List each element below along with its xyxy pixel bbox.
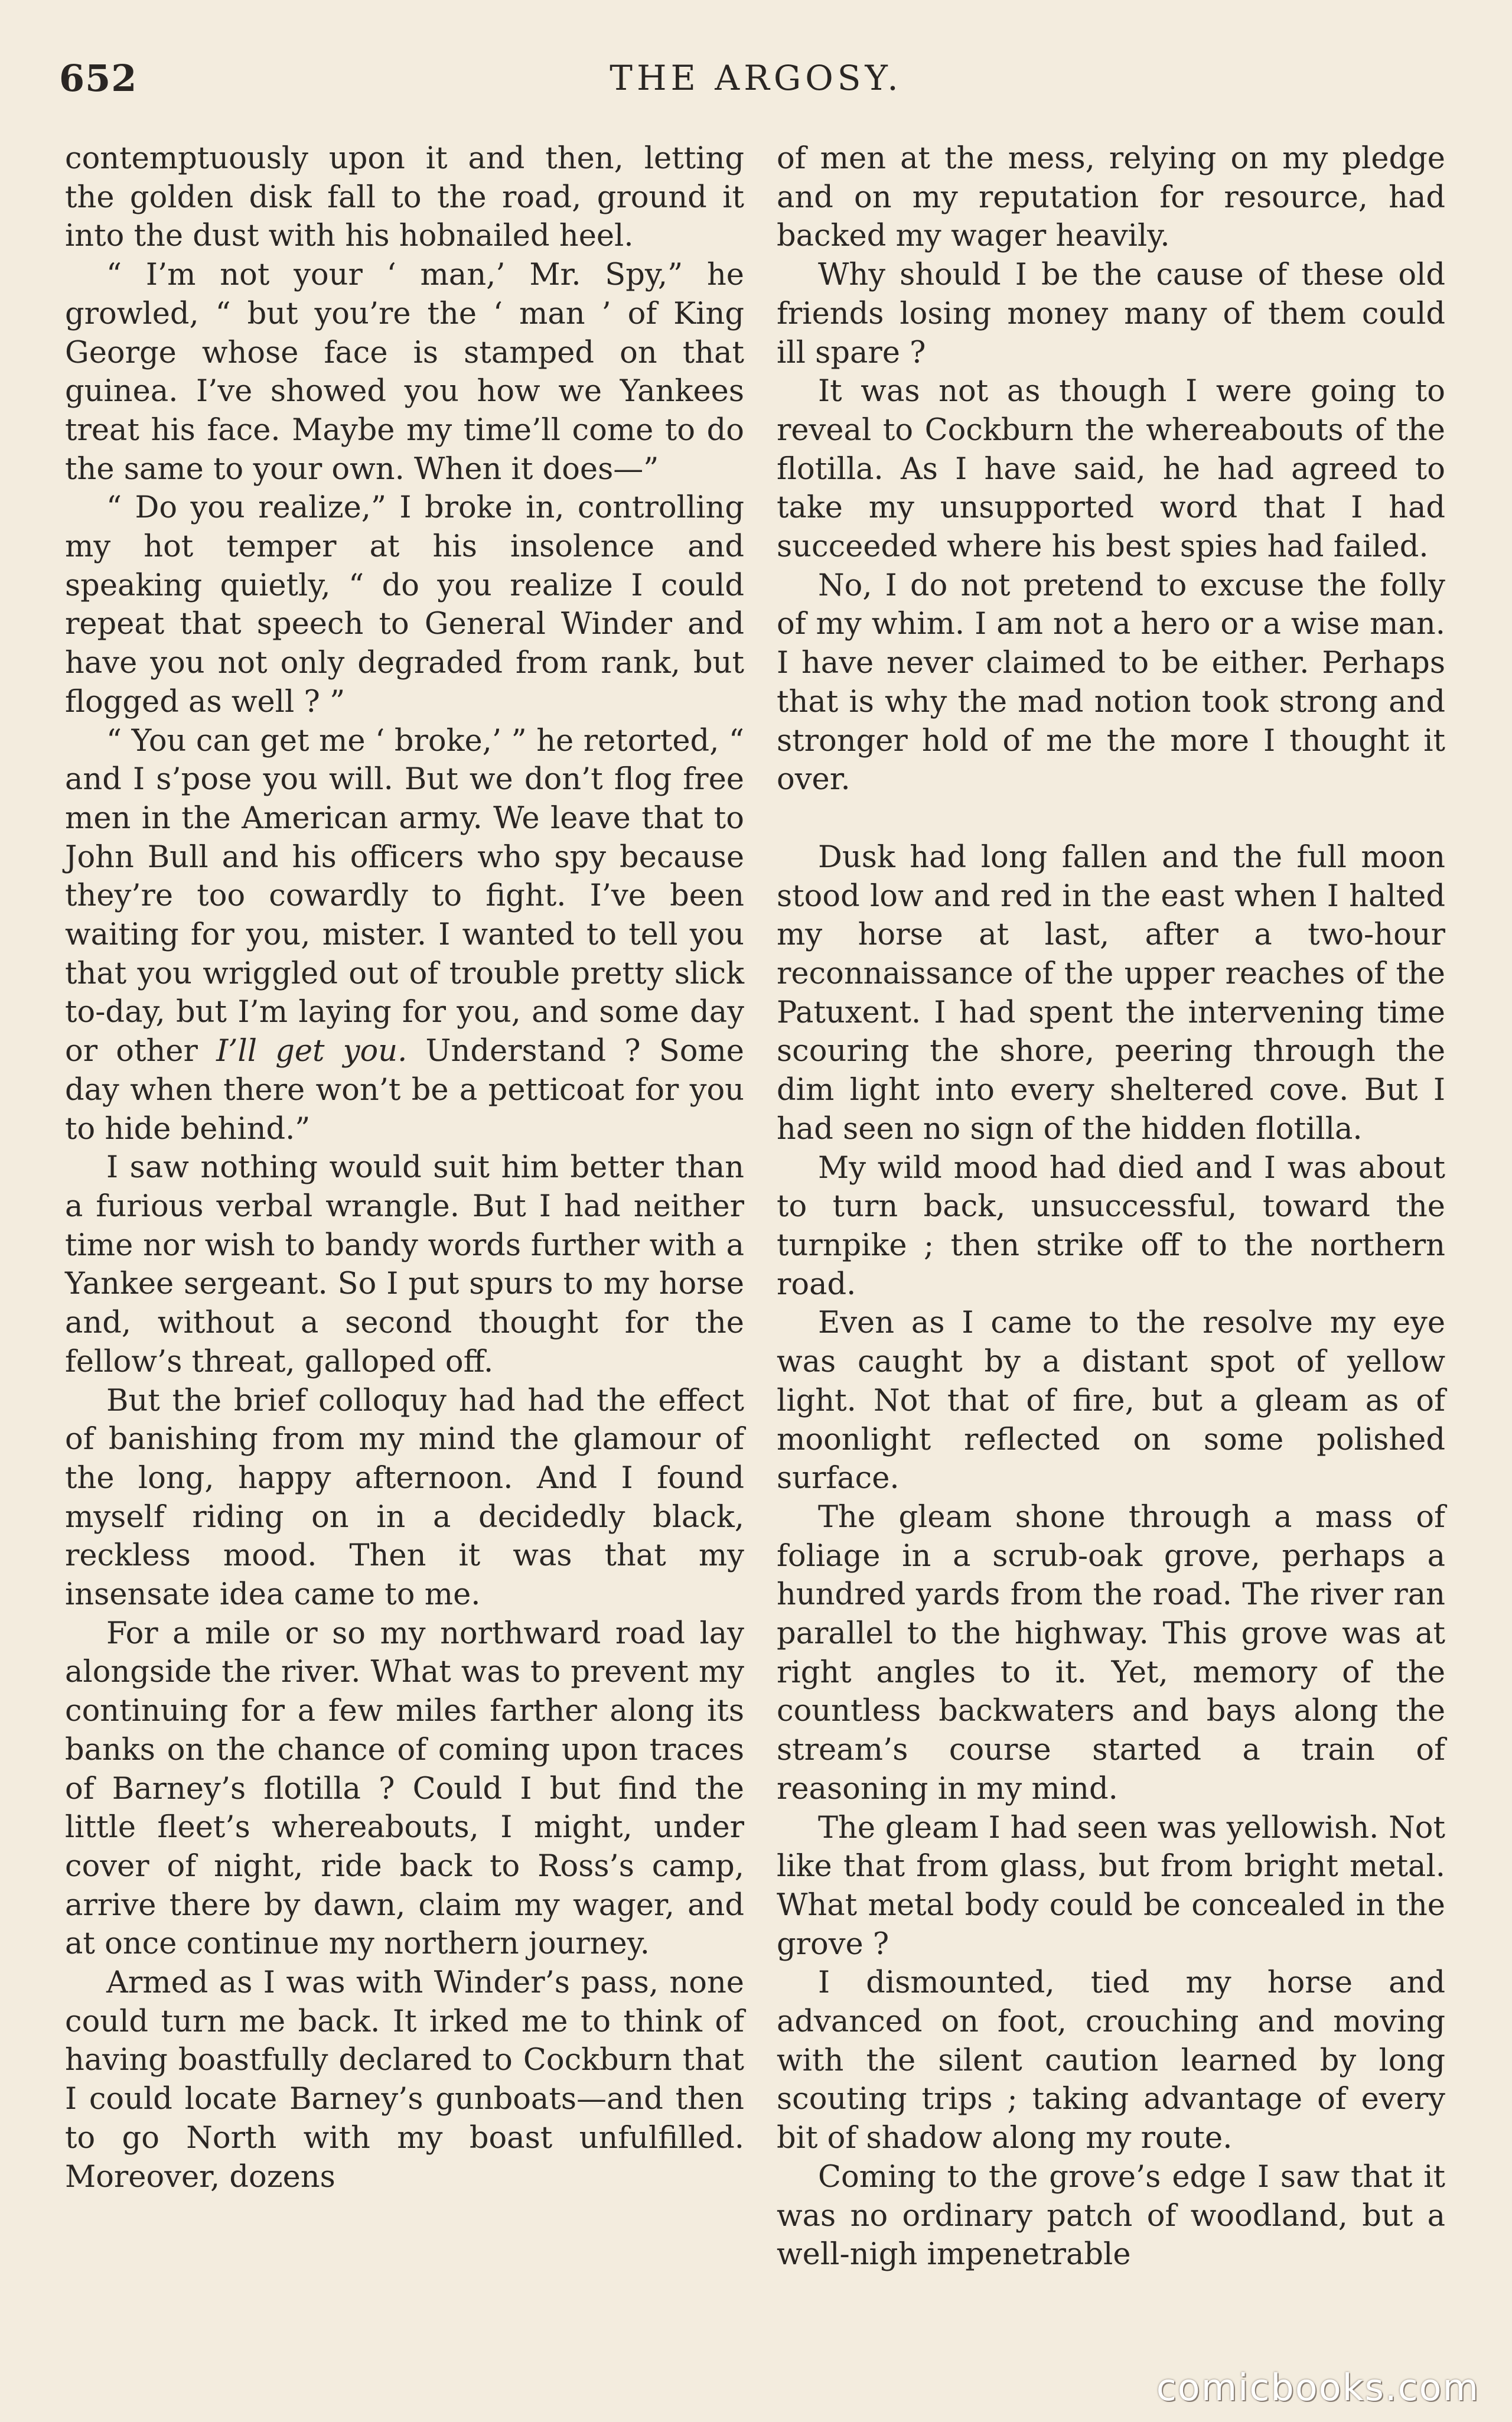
paragraph-text: “ You can get me ‘ broke,’ ” he retorted, “ and I s’pose you will. But we don’t flog free men in the American army. We leave that to John Bull and his officers who spy because they’re too cowardly to fight. I’ve been waiting for you, mister. I wanted to tell you that you wriggled out of trouble pretty slick to-day, but I’m laying for you, and some day or other (65, 723, 744, 1069)
section-break (777, 799, 1445, 838)
right-column (777, 139, 1445, 2274)
page-number: 652 (59, 57, 138, 100)
paragraph: of men at the mess, relying on my pledge and on my reputation for resource, had backed my wager heavily. (777, 141, 1445, 254)
paragraph: I dismounted, tied my horse and advanced on foot, crouching and moving with the silent caution learned by long scouting trips ; taking advantage of every bit of shadow along my route. (777, 1965, 1445, 2156)
italic-phrase: I’ll get you. (216, 1034, 408, 1069)
paragraph: The gleam shone through a mass of foliage in a scrub-oak grove, perhaps a hundred yards from the road. The river ran parallel to the highway. This grove was at right angles to it. Yet, memory of the countless backwaters and bays along the stream’s course started a train of reasoning in my mind. (777, 1499, 1445, 1806)
running-title: THE ARGOSY. (610, 58, 902, 98)
paragraph: The gleam I had seen was yellowish. Not like that from glass, but from bright metal. What metal body could be concealed in the grove ? (777, 1810, 1445, 1962)
paragraph: “ I’m not your ‘ man,’ Mr. Spy,” he growled, “ but you’re the ‘ man ’ of King George whose face is stamped on that guinea. I’ve showed you how we Yankees treat his face. Maybe my time’ll come to do the same to your own. When it does—” (65, 258, 744, 487)
paragraph: Why should I be the cause of these old friends losing money many of them could ill spare ? (777, 258, 1445, 370)
paragraph-text: Understand ? Some day when there won’t be a petticoat for you to hide behind.” (65, 1034, 744, 1147)
paragraph: Armed as I was with Winder’s pass, none could turn me back. It irked me to think of having boastfully declared to Cockburn that I could locate Barney’s gunboats—and then to go North with my boast unfulfilled. Moreover, dozens (65, 1965, 744, 2195)
paragraph: “ Do you realize,” I broke in, controlling my hot temper at his insolence and speaking quietly, “ do you realize I could repeat that speech to General Winder and have you not only degraded from rank, but flogged as well ? ” (65, 490, 744, 720)
paragraph (65, 722, 744, 1149)
paragraph: Dusk had long fallen and the full moon stood low and red in the east when I halted my horse at last, after a two-hour reconnaissance of the upper reaches of the Patuxent. I had spent the intervening time scouring the shore, peering through the dim light into every sheltered cove. But I had seen no sign of the hidden flotilla. (777, 839, 1445, 1147)
paragraph: I saw nothing would suit him better than a furious verbal wrangle. But I had neither time nor wish to bandy words further with a Yankee sergeant. So I put spurs to my horse and, without a second thought for the fellow’s threat, galloped off. (65, 1150, 744, 1379)
paragraph: No, I do not pretend to excuse the folly of my whim. I am not a hero or a wise man. I have never claimed to be either. Perhaps that is why the mad notion took strong and stronger hold of me the more I thought it over. (777, 568, 1445, 797)
paragraph: It was not as though I were going to reveal to Cockburn the whereabouts of the flotilla. As I have said, he had agreed to take my unsupported word that I had succeeded where his best spies had failed. (777, 374, 1445, 565)
paragraph: But the brief colloquy had had the effect of banishing from my mind the glamour of the long, happy afternoon. And I found myself riding on in a decidedly black, reckless mood. Then it was that my insensate idea came to me. (65, 1383, 744, 1613)
watermark: comicbooks.com (1156, 2366, 1480, 2409)
paragraph: Coming to the grove’s edge I saw that it was no ordinary patch of woodland, but a well-nigh impenetrable (777, 2159, 1445, 2273)
paragraph: My wild mood had died and I was about to turn back, unsuccessful, toward the turnpike ; then strike off to the northern road. (777, 1150, 1445, 1302)
paragraph: For a mile or so my northward road lay alongside the river. What was to prevent my continuing for a few miles farther along its banks on the chance of coming upon traces of Barney’s flotilla ? Could I but find the little fleet’s whereabouts, I might, under cover of night, ride back to Ross’s camp, arrive there by dawn, claim my wager, and at once continue my northern journey. (65, 1616, 744, 1962)
paragraph: Even as I came to the resolve my eye was caught by a distant spot of yellow light. Not that of fire, but a gleam as of moonlight reflected on some polished surface. (777, 1306, 1445, 1496)
paragraph: contemptuously upon it and then, letting the golden disk fall to the road, ground it into the dust with his hobnailed heel. (65, 141, 744, 254)
left-column (65, 139, 744, 2196)
